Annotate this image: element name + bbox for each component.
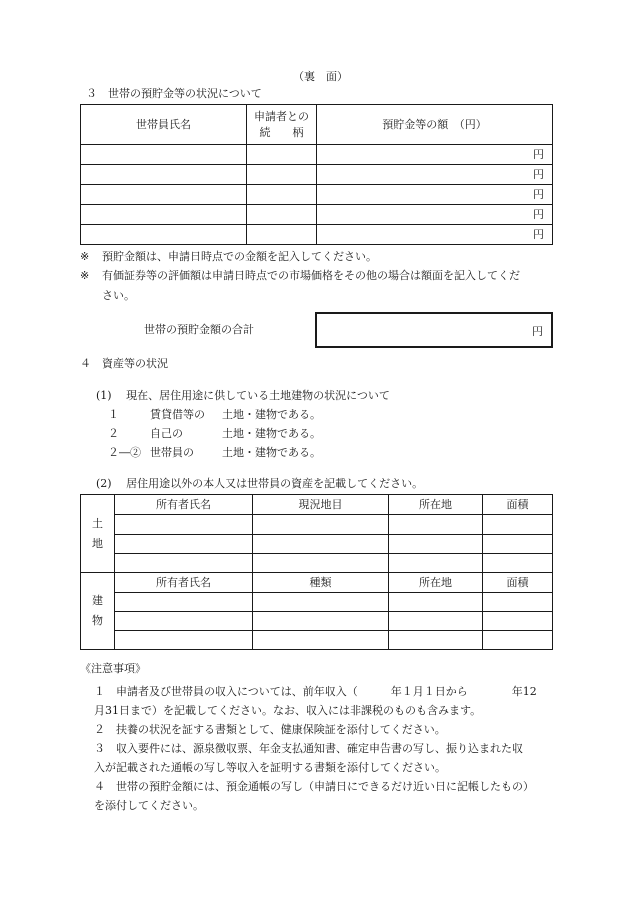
building-label (81, 573, 115, 650)
note-3-line2: 入が記載された通帳の写し等収入を証明する書類を添付してください。 (94, 761, 446, 774)
note-4-line2: を添付してください。 (94, 799, 204, 812)
note-4-line1: ４ 世帯の預貯金額には、預金通帳の写し（申請日にできるだけ近い日に記帳したもの） (94, 780, 534, 793)
option-1-number: １ (108, 408, 119, 421)
note-1-line2: 月31日まで）を記載してください。なお、収入には非課税のものも含みます。 (94, 704, 482, 717)
option-3-number: ２―② (108, 446, 141, 459)
member-name-cell[interactable] (81, 145, 247, 165)
option-1-kind: 賃貸借等の (150, 408, 205, 421)
building-header-location: 所在地 (389, 573, 483, 593)
note2-mark: ※ (80, 269, 90, 282)
total-savings-label: 世帯の預貯金額の合計 (144, 323, 254, 336)
building-location-cell[interactable] (389, 593, 483, 612)
building-area-cell[interactable] (483, 593, 553, 612)
building-type-cell[interactable] (253, 593, 389, 612)
member-name-cell[interactable] (81, 225, 247, 245)
relation-cell[interactable] (247, 165, 317, 185)
note-2: ２ 扶養の状況を証する書類として、健康保険証を添付してください。 (94, 723, 446, 736)
building-location-cell[interactable] (389, 612, 483, 631)
table-row (81, 631, 553, 650)
header-relation-line2: 続 柄 (259, 125, 304, 139)
building-label-char1: 建 (92, 594, 103, 607)
savings-table (80, 104, 553, 245)
table-row (81, 145, 553, 165)
note-1-line1: １ 申請者及び世帯員の収入については、前年収入（ 年１月１日から 年12 (94, 685, 537, 698)
amount-cell[interactable]: 円 (317, 165, 553, 185)
land-label-char1: 土 (92, 516, 103, 530)
building-type-cell[interactable] (253, 631, 389, 650)
section4-title: ４ 資産等の状況 (80, 357, 168, 370)
building-location-cell[interactable] (389, 631, 483, 650)
building-type-cell[interactable] (253, 612, 389, 631)
table-row (81, 554, 553, 573)
land-owner-cell[interactable] (115, 515, 253, 535)
land-owner-cell[interactable] (115, 554, 253, 573)
note1-mark: ※ (80, 250, 90, 263)
table-row (81, 165, 553, 185)
subsection2-title: (2) 居住用途以外の本人又は世帯員の資産を記載してください。 (96, 477, 424, 490)
building-table (80, 572, 553, 650)
land-table (80, 494, 553, 573)
note1-text: 預貯金額は、申請日時点での金額を記入してください。 (102, 250, 377, 263)
header-relation (247, 105, 317, 145)
option-2-number: ２ (108, 427, 119, 440)
member-name-cell[interactable] (81, 165, 247, 185)
building-area-cell[interactable] (483, 612, 553, 631)
option-1-text: 土地・建物である。 (222, 408, 321, 421)
land-label (81, 495, 115, 573)
relation-cell[interactable] (247, 225, 317, 245)
land-category-cell[interactable] (253, 515, 389, 535)
section3-title: ３ 世帯の預貯金等の状況について (86, 87, 262, 100)
table-row (81, 185, 553, 205)
note2-text-line2: さい。 (102, 289, 135, 302)
table-row (81, 535, 553, 554)
land-area-cell[interactable] (483, 515, 553, 535)
land-area-cell[interactable] (483, 554, 553, 573)
amount-cell[interactable]: 円 (317, 145, 553, 165)
land-location-cell[interactable] (389, 535, 483, 554)
building-header-type: 種類 (253, 573, 389, 593)
land-header-category: 現況地目 (253, 495, 389, 515)
note-3-line1: ３ 収入要件には、源泉徴収票、年金支払通知書、確定申告書の写し、振り込まれた収 (94, 742, 523, 755)
land-header-location: 所在地 (389, 495, 483, 515)
member-name-cell[interactable] (81, 205, 247, 225)
land-category-cell[interactable] (253, 535, 389, 554)
table-row (81, 205, 553, 225)
page-side-label: （裏 面） (293, 70, 348, 83)
total-yen-unit: 円 (532, 325, 543, 338)
table-row (81, 612, 553, 631)
land-label-char2: 地 (92, 536, 103, 550)
amount-cell[interactable]: 円 (317, 185, 553, 205)
relation-cell[interactable] (247, 205, 317, 225)
building-header-area: 面積 (483, 573, 553, 593)
total-savings-field[interactable] (315, 312, 553, 348)
building-owner-cell[interactable] (115, 593, 253, 612)
header-member-name: 世帯員氏名 (81, 105, 247, 145)
header-savings-amount: 預貯金等の額 （円） (317, 105, 553, 145)
table-row (81, 225, 553, 245)
option-2-text: 土地・建物である。 (222, 427, 321, 440)
table-row (81, 593, 553, 612)
amount-cell[interactable]: 円 (317, 225, 553, 245)
note2-text-line1: 有価証券等の評価額は申請日時点での市場価格をその他の場合は額面を記入してくだ (102, 269, 520, 282)
building-area-cell[interactable] (483, 631, 553, 650)
relation-cell[interactable] (247, 145, 317, 165)
option-2-kind: 自己の (150, 427, 183, 440)
land-owner-cell[interactable] (115, 535, 253, 554)
land-location-cell[interactable] (389, 554, 483, 573)
land-category-cell[interactable] (253, 554, 389, 573)
header-relation-line1: 申請者との (254, 109, 309, 123)
notes-title: 《注意事項》 (80, 662, 146, 675)
member-name-cell[interactable] (81, 185, 247, 205)
building-owner-cell[interactable] (115, 631, 253, 650)
option-3-kind: 世帯員の (150, 446, 194, 459)
land-area-cell[interactable] (483, 535, 553, 554)
table-row (81, 515, 553, 535)
land-location-cell[interactable] (389, 515, 483, 535)
land-header-owner: 所有者氏名 (115, 495, 253, 515)
building-label-char2: 物 (92, 614, 103, 627)
option-3-text: 土地・建物である。 (222, 446, 321, 459)
land-header-area: 面積 (483, 495, 553, 515)
building-owner-cell[interactable] (115, 612, 253, 631)
subsection1-title: (1) 現在、居住用途に供している土地建物の状況について (96, 389, 390, 402)
amount-cell[interactable]: 円 (317, 205, 553, 225)
relation-cell[interactable] (247, 185, 317, 205)
building-header-owner: 所有者氏名 (115, 573, 253, 593)
